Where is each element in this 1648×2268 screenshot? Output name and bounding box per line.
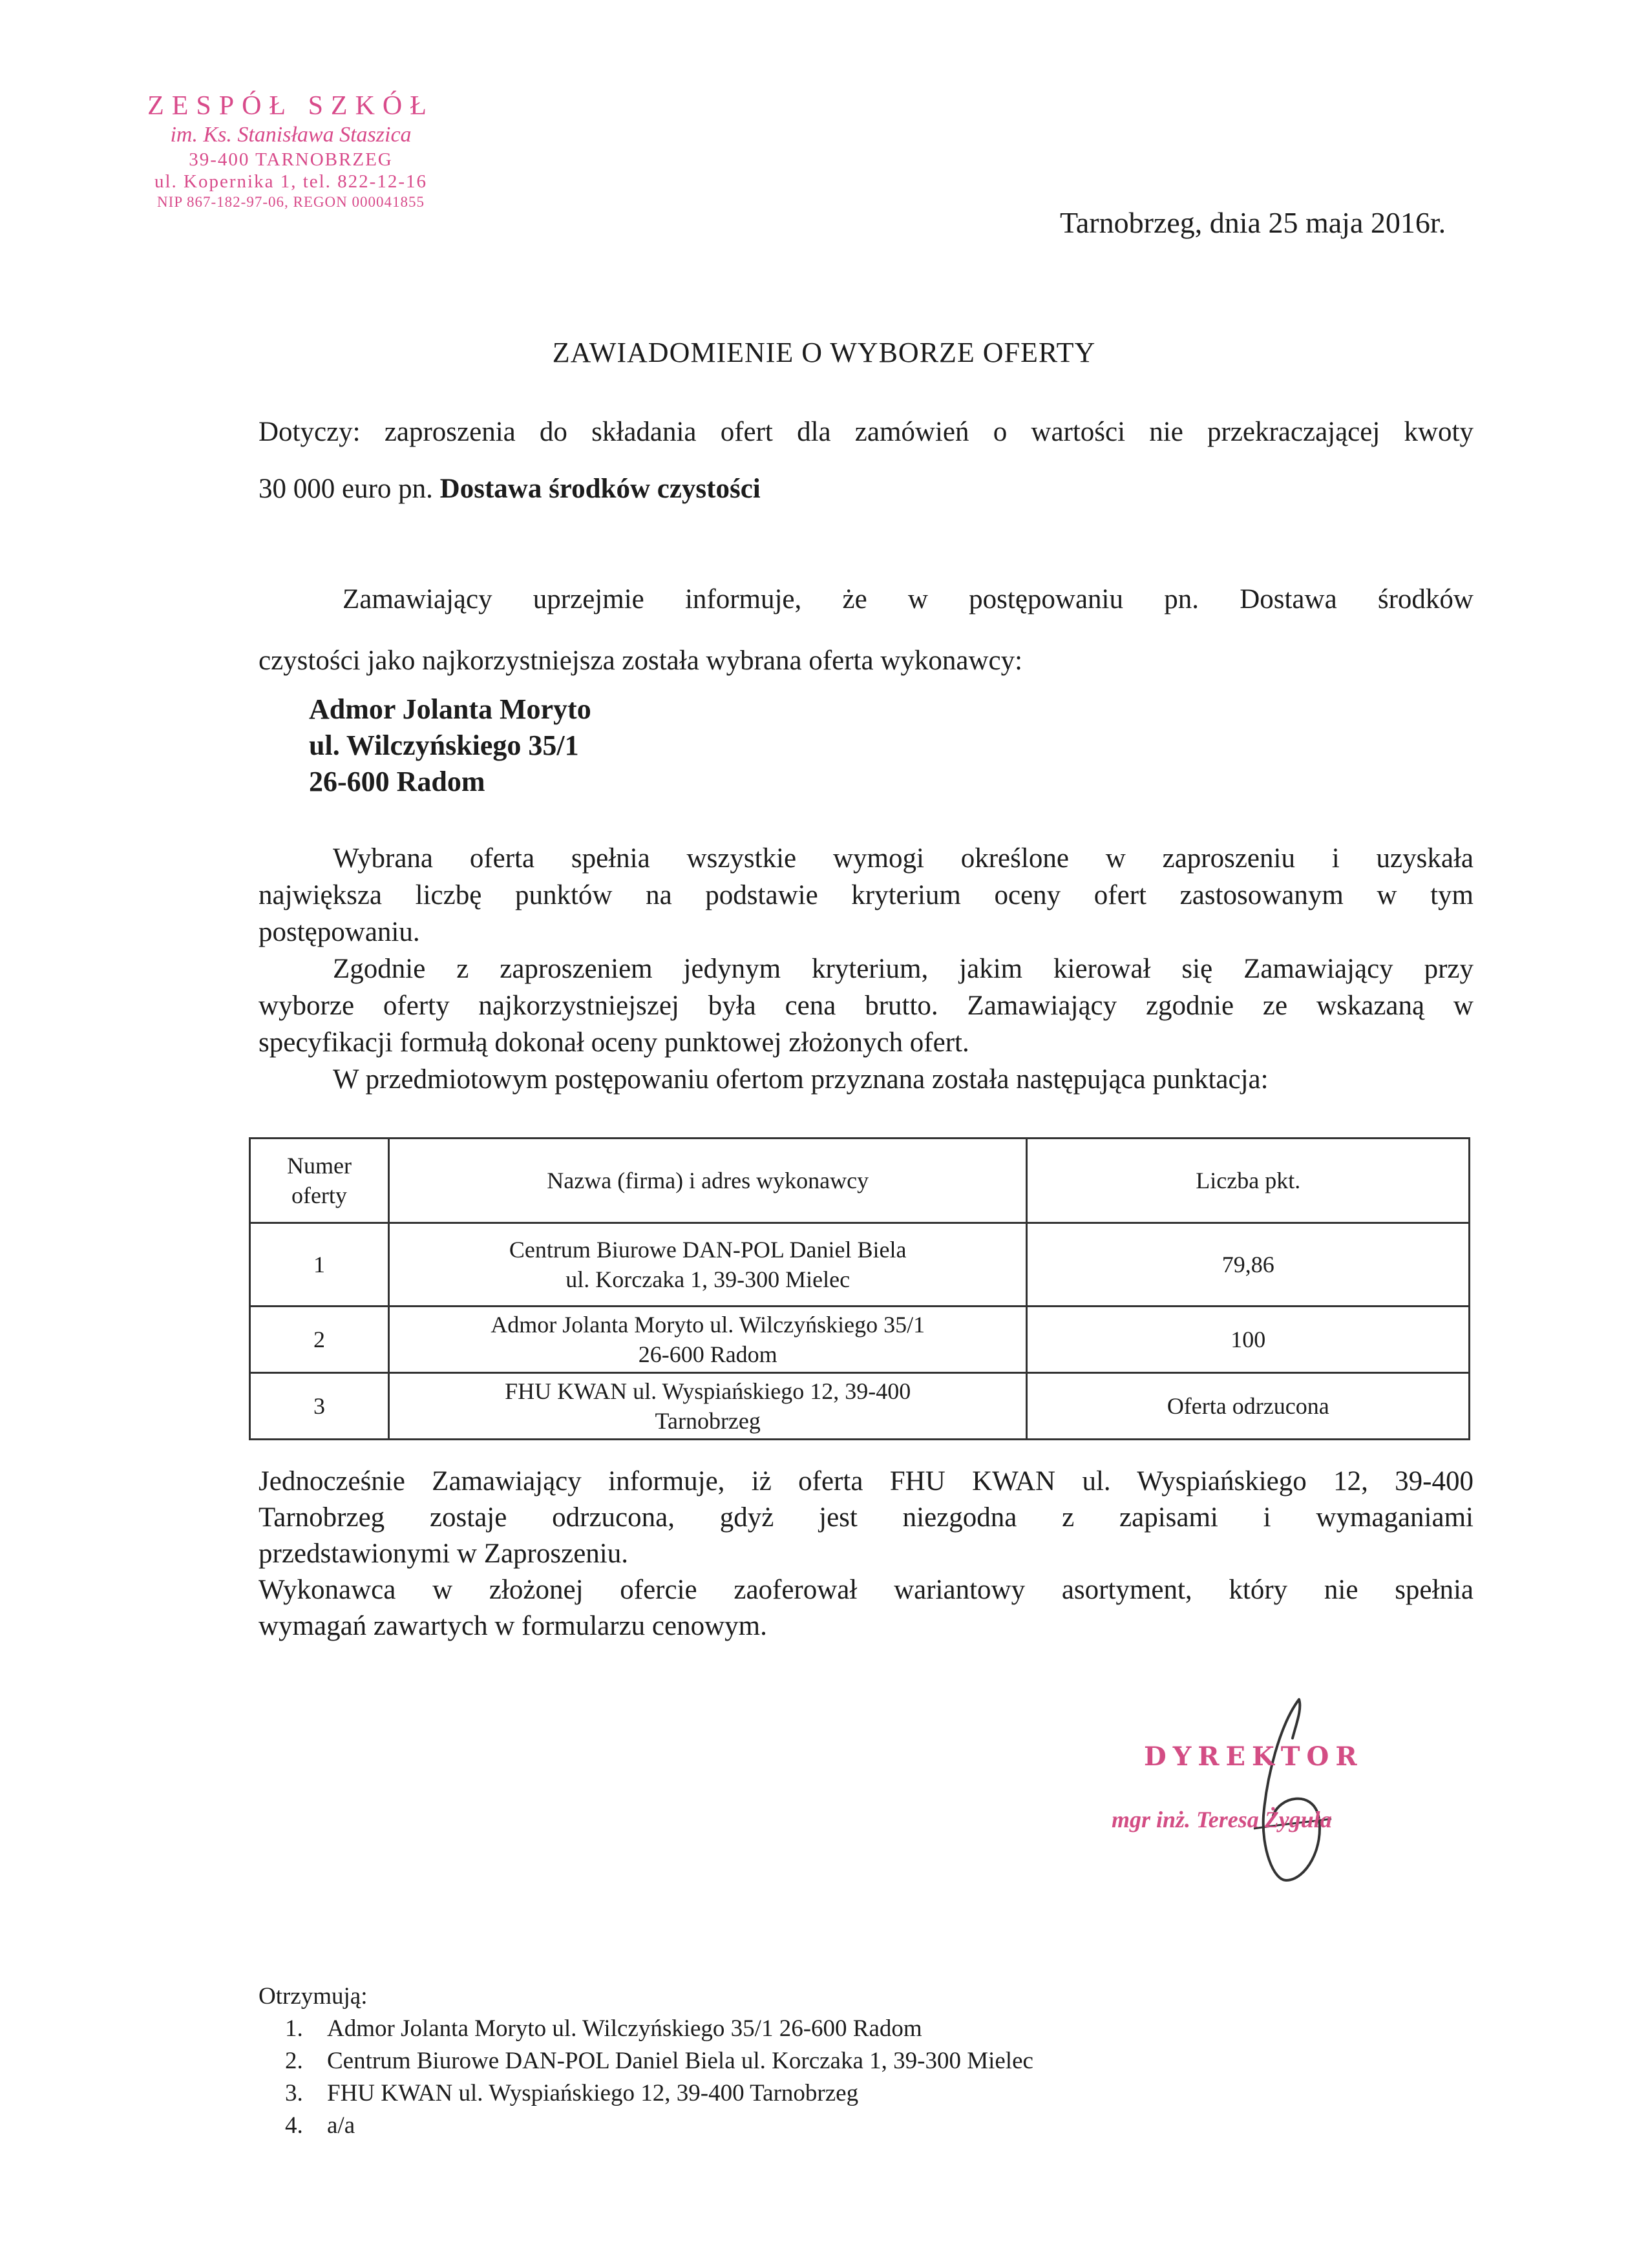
winner-city: 26-600 Radom — [309, 766, 485, 797]
table-cell-points: 100 — [1027, 1307, 1470, 1373]
body-p1-line-3: postępowaniu. — [259, 917, 420, 947]
table-row — [250, 1307, 1470, 1373]
body-p2-line-3: specyfikacji formułą dokonał oceny punktowej złożonych ofert. — [259, 1027, 969, 1058]
rejection-paragraph — [259, 1464, 1474, 1644]
table-cell-number: 2 — [250, 1307, 389, 1373]
body-paragraphs — [259, 840, 1474, 1098]
subject-block — [259, 404, 1474, 518]
school-stamp — [110, 90, 472, 212]
stamp-address: ul. Kopernika 1, tel. 822-12-16 — [154, 171, 427, 192]
stamp-patron: im. Ks. Stanisława Staszica — [170, 123, 412, 147]
table-cell-name-line-2: Tarnobrzeg — [655, 1408, 761, 1434]
signature-title-stamp: DYREKTOR — [1144, 1741, 1364, 1772]
table-cell-name — [388, 1223, 1027, 1307]
table-header-points: Liczba pkt. — [1027, 1139, 1470, 1223]
table-cell-name-line-1: Centrum Biurowe DAN-POL Daniel Biela — [509, 1237, 907, 1263]
winner-address — [309, 691, 591, 800]
table-cell-number: 3 — [250, 1373, 389, 1440]
document-title: ZAWIADOMIENIE O WYBORZE OFERTY — [552, 337, 1096, 368]
stamp-school-name: ZESPÓŁ SZKÓŁ — [147, 91, 434, 121]
rejection-line-2: Tarnobrzeg zostaje odrzucona, gdyż jest niezgodna z zapisami i wymaganiami — [259, 1502, 1474, 1533]
table-cell-name — [388, 1373, 1027, 1440]
signature-name-stamp: mgr inż. Teresa Żyguła — [1112, 1807, 1332, 1832]
body-p1-line-2: największa liczbę punktów na podstawie kryterium oceny ofert zastosowanym w tym — [259, 880, 1474, 910]
table-cell-name-line-1: Admor Jolanta Moryto ul. Wilczyńskiego 35/1 — [491, 1312, 925, 1338]
table-header-row — [250, 1139, 1470, 1223]
table-row — [250, 1373, 1470, 1440]
scoring-table — [249, 1137, 1470, 1440]
list-item: 1. Admor Jolanta Moryto ul. Wilczyńskiego 35/1 26-600 Radom — [309, 2013, 1033, 2045]
body-p3-line-1: W przedmiotowym postępowaniu ofertom przyznana została następująca punktacja: — [333, 1064, 1269, 1095]
table-cell-name-line-1: FHU KWAN ul. Wyspiańskiego 12, 39-400 — [505, 1378, 911, 1404]
subject-bold: Dostawa środków czystości — [439, 474, 761, 504]
table-cell-points: 79,86 — [1027, 1223, 1470, 1307]
intro-paragraph — [259, 569, 1474, 691]
table-cell-name-line-2: ul. Korczaka 1, 39-300 Mielec — [565, 1266, 850, 1292]
rejection-line-3: przedstawionymi w Zaproszeniu. — [259, 1538, 628, 1569]
recipients-list — [259, 2013, 1033, 2142]
rejection-line-1: Jednocześnie Zamawiający informuje, iż oferta FHU KWAN ul. Wyspiańskiego 12, 39-400 — [259, 1466, 1474, 1496]
intro-line-1: Zamawiający uprzejmie informuje, że w postępowaniu pn. Dostawa środków — [343, 584, 1474, 614]
winner-street: ul. Wilczyńskiego 35/1 — [309, 730, 579, 761]
body-p2-line-2: wyborze oferty najkorzystniejszej była cena brutto. Zamawiający zgodnie ze wskazaną w — [259, 991, 1474, 1021]
list-item: 2. Centrum Biurowe DAN-POL Daniel Biela ul. Korczaka 1, 39-300 Mielec — [309, 2045, 1033, 2077]
table-cell-points: Oferta odrzucona — [1027, 1373, 1470, 1440]
table-header-name: Nazwa (firma) i adres wykonawcy — [388, 1139, 1027, 1223]
table-header-number: Numer oferty — [250, 1139, 389, 1223]
table-cell-name-line-2: 26-600 Radom — [638, 1341, 777, 1367]
rejection-line-4: Wykonawca w złożonej ofercie zaoferował wariantowy asortyment, który nie spełnia — [259, 1575, 1474, 1605]
recipients-block — [259, 1980, 1033, 2142]
place-date: Tarnobrzeg, dnia 25 maja 2016r. — [1060, 206, 1446, 239]
intro-line-2: czystości jako najkorzystniejsza została wybrana oferta wykonawcy: — [259, 646, 1023, 676]
subject-prefix: 30 000 euro pn. — [259, 474, 433, 504]
subject-line-1: Dotyczy: zaproszenia do składania ofert dla zamówień o wartości nie przekraczającej kwoty — [259, 417, 1474, 447]
table-cell-name — [388, 1307, 1027, 1373]
subject-line-2 — [259, 461, 1474, 518]
body-p1-line-1: Wybrana oferta spełnia wszystkie wymogi określone w zaproszeniu i uzyskała — [333, 843, 1474, 874]
stamp-postal: 39-400 TARNOBRZEG — [189, 149, 393, 170]
winner-name: Admor Jolanta Moryto — [309, 693, 591, 725]
recipients-label: Otrzymują: — [259, 1983, 368, 2010]
stamp-ids: NIP 867-182-97-06, REGON 000041855 — [157, 194, 425, 210]
rejection-line-5: wymagań zawartych w formularzu cenowym. — [259, 1611, 767, 1641]
body-p2-line-1: Zgodnie z zaproszeniem jedynym kryterium, jakim kierował się Zamawiający przy — [333, 954, 1474, 984]
list-item: 3. FHU KWAN ul. Wyspiańskiego 12, 39-400 Tarnobrzeg — [309, 2077, 1033, 2110]
table-row — [250, 1223, 1470, 1307]
list-item: 4. a/a — [309, 2110, 1033, 2142]
table-cell-number: 1 — [250, 1223, 389, 1307]
handwritten-signature — [1202, 1686, 1370, 1893]
